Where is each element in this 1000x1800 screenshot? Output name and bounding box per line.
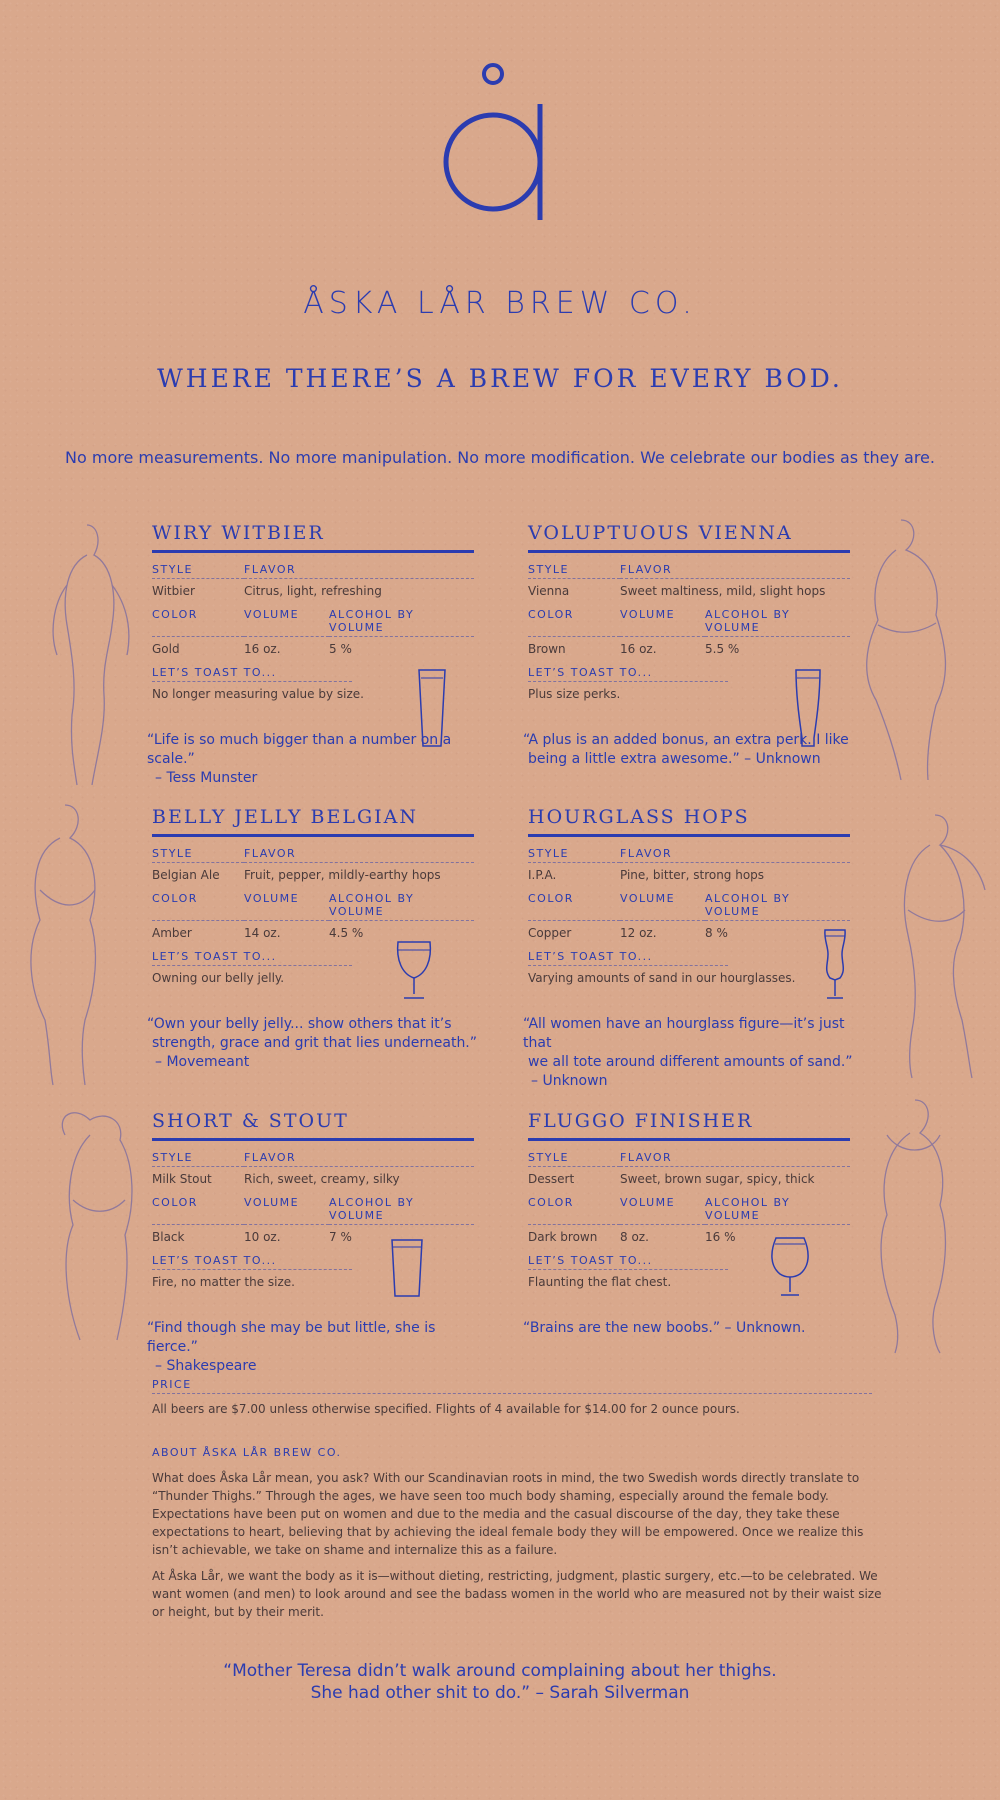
quote-text: “Life is so much bigger than a number on a scale.”	[147, 732, 452, 767]
flavor-value: Fruit, pepper, mildly-earthy hops	[244, 868, 441, 882]
about-section	[152, 1446, 892, 1621]
style-value: Dessert	[528, 1172, 575, 1186]
body-sketch-icon	[45, 1105, 145, 1345]
quote-text: “A plus is an added bonus, an extra perk. I like	[523, 732, 849, 748]
beer-name: BELLY JELLY BELGIAN	[152, 806, 474, 837]
volume-label: VOLUME	[620, 892, 705, 921]
brand-name: ÅSKA LÅR BREW CO.	[303, 286, 697, 321]
volume-label: VOLUME	[244, 892, 329, 921]
abv-label: ALCOHOL BY VOLUME	[705, 892, 850, 921]
flavor-value: Pine, bitter, strong hops	[620, 868, 765, 882]
tagline: WHERE THERE’S A BREW FOR EVERY BOD.	[157, 364, 843, 393]
volume-value: 16 oz.	[620, 642, 657, 656]
abv-label: ALCOHOL BY VOLUME	[329, 1196, 474, 1225]
quote-author: – Shakespeare	[155, 1358, 257, 1374]
color-label: COLOR	[152, 1196, 244, 1225]
volume-label: VOLUME	[620, 608, 705, 637]
style-value: Milk Stout	[152, 1172, 212, 1186]
color-value: Black	[152, 1230, 185, 1244]
color-label: COLOR	[528, 892, 620, 921]
aring-logo-icon	[441, 62, 559, 222]
about-paragraph-2: At Åska Lår, we want the body as it is—without dieting, restricting, judgment, plastic surgery, etc.—to be celebrated. We want women (and men) to look around and see the badass women in the world who are measured not by their waist size or height, but by their merit.	[152, 1569, 882, 1619]
quote-text-cont: being a little extra awesome.” – Unknown	[528, 751, 821, 767]
toast-value: Owning our belly jelly.	[152, 971, 285, 985]
beer-card-belly-jelly-belgian	[147, 806, 478, 1072]
flavor-label: FLAVOR	[620, 847, 850, 863]
body-sketch-icon	[880, 810, 990, 1080]
style-value: Witbier	[152, 584, 195, 598]
flavor-label: FLAVOR	[244, 847, 474, 863]
price-text: All beers are $7.00 unless otherwise specified. Flights of 4 available for $14.00 for 2 ounce pours.	[152, 1402, 740, 1416]
quote-text-cont: strength, grace and grit that lies underneath.”	[152, 1035, 478, 1051]
style-label: STYLE	[152, 563, 244, 579]
toast-value: Plus size perks.	[528, 687, 621, 701]
volume-label: VOLUME	[244, 1196, 329, 1225]
toast-label: LET’S TOAST TO...	[528, 950, 728, 966]
abv-value: 8 %	[705, 926, 728, 940]
intro-text: No more measurements. No more manipulation. No more modification. We celebrate our bodies as they are.	[65, 448, 935, 467]
quote	[147, 1319, 487, 1376]
style-value: I.P.A.	[528, 868, 557, 882]
toast-value: Flaunting the flat chest.	[528, 1275, 672, 1289]
beer-name: HOURGLASS HOPS	[528, 806, 850, 837]
body-sketch-icon	[856, 515, 956, 785]
beer-name: SHORT & STOUT	[152, 1110, 474, 1141]
quote-text: “Find though she may be but little, she is fierce.”	[147, 1320, 436, 1355]
abv-label: ALCOHOL BY VOLUME	[705, 608, 850, 637]
style-label: STYLE	[528, 563, 620, 579]
about-paragraph-1: What does Åska Lår mean, you ask? With our Scandinavian roots in mind, the two Swedish words directly translate to “Thunder Thighs.” Through the ages, we have seen too much body shaming, especially around the female body. Expectations have been put on women and due to the media and the casual discourse of the day, they take these expectations to heart, believing that by achieving the ideal female body they will be empowered. Once we realize this isn’t achievable, we take on shame and internalize this as a failure.	[152, 1471, 864, 1557]
quote-author: – Unknown	[531, 1073, 608, 1089]
beer-name: VOLUPTUOUS VIENNA	[528, 522, 850, 553]
flavor-label: FLAVOR	[244, 1151, 474, 1167]
volume-value: 8 oz.	[620, 1230, 649, 1244]
beer-card-hourglass-hops	[523, 806, 853, 1091]
body-sketch-icon	[15, 800, 110, 1090]
closing-quote	[0, 1660, 1000, 1704]
flavor-value: Sweet maltiness, mild, slight hops	[620, 584, 826, 598]
style-label: STYLE	[152, 847, 244, 863]
quote	[523, 1015, 863, 1091]
body-sketch-icon	[855, 1095, 965, 1355]
quote-author: – Tess Munster	[155, 770, 258, 786]
style-label: STYLE	[152, 1151, 244, 1167]
color-label: COLOR	[152, 608, 244, 637]
abv-value: 7 %	[329, 1230, 352, 1244]
closing-quote-line1: “Mother Teresa didn’t walk around complaining about her thighs.	[223, 1661, 777, 1681]
abv-label: ALCOHOL BY VOLUME	[329, 608, 474, 637]
toast-label: LET’S TOAST TO...	[152, 1254, 352, 1270]
volume-label: VOLUME	[244, 608, 329, 637]
flavor-label: FLAVOR	[244, 563, 474, 579]
abv-value: 16 %	[705, 1230, 736, 1244]
color-value: Brown	[528, 642, 566, 656]
snifter-glass-icon	[770, 1236, 810, 1298]
quote	[523, 1319, 863, 1338]
quote	[147, 1015, 487, 1072]
toast-label: LET’S TOAST TO...	[152, 666, 352, 682]
beer-card-voluptuous-vienna	[523, 522, 850, 769]
flavor-label: FLAVOR	[620, 563, 850, 579]
tumbler-glass-icon	[390, 1238, 424, 1298]
flavor-value: Citrus, light, refreshing	[244, 584, 382, 598]
color-label: COLOR	[528, 1196, 620, 1225]
flavor-value: Sweet, brown sugar, spicy, thick	[620, 1172, 815, 1186]
about-label: ABOUT ÅSKA LÅR BREW CO.	[152, 1446, 342, 1459]
flavor-label: FLAVOR	[620, 1151, 850, 1167]
body-sketch-icon	[42, 515, 137, 790]
toast-label: LET’S TOAST TO...	[528, 1254, 728, 1270]
style-value: Belgian Ale	[152, 868, 220, 882]
abv-value: 4.5 %	[329, 926, 364, 940]
color-label: COLOR	[528, 608, 620, 637]
toast-label: LET’S TOAST TO...	[152, 950, 352, 966]
beer-card-short-and-stout	[147, 1110, 474, 1376]
style-value: Vienna	[528, 584, 570, 598]
abv-label: ALCOHOL BY VOLUME	[705, 1196, 850, 1225]
color-value: Dark brown	[528, 1230, 598, 1244]
style-label: STYLE	[528, 1151, 620, 1167]
volume-value: 16 oz.	[244, 642, 281, 656]
quote-text-cont: we all tote around different amounts of sand.”	[528, 1054, 853, 1070]
color-label: COLOR	[152, 892, 244, 921]
pint-glass-icon	[416, 668, 448, 748]
toast-label: LET’S TOAST TO...	[528, 666, 728, 682]
tulip-glass-icon	[822, 928, 848, 1000]
volume-value: 12 oz.	[620, 926, 657, 940]
quote-author: – Movemeant	[155, 1054, 250, 1070]
toast-value: Varying amounts of sand in our hourglasses.	[528, 971, 796, 985]
goblet-glass-icon	[394, 940, 434, 1000]
beer-name: WIRY WITBIER	[152, 522, 474, 553]
beer-card-wiry-witbier	[147, 522, 474, 788]
color-value: Gold	[152, 642, 180, 656]
color-value: Copper	[528, 926, 572, 940]
volume-label: VOLUME	[620, 1196, 705, 1225]
quote-text: “Brains are the new boobs.” – Unknown.	[523, 1320, 806, 1336]
style-label: STYLE	[528, 847, 620, 863]
color-value: Amber	[152, 926, 192, 940]
abv-value: 5 %	[329, 642, 352, 656]
quote-text: “Own your belly jelly... show others that it’s	[147, 1016, 452, 1032]
beer-name: FLUGGO FINISHER	[528, 1110, 850, 1141]
volume-value: 14 oz.	[244, 926, 281, 940]
flavor-value: Rich, sweet, creamy, silky	[244, 1172, 400, 1186]
price-label: PRICE	[152, 1378, 872, 1394]
volume-value: 10 oz.	[244, 1230, 281, 1244]
abv-label: ALCOHOL BY VOLUME	[329, 892, 474, 921]
abv-value: 5.5 %	[705, 642, 740, 656]
pilsner-glass-icon	[792, 668, 824, 748]
toast-value: Fire, no matter the size.	[152, 1275, 295, 1289]
beer-card-fluggo-finisher	[523, 1110, 850, 1338]
closing-quote-line2: She had other shit to do.” – Sarah Silverman	[310, 1683, 690, 1703]
price-section	[152, 1378, 872, 1416]
toast-value: No longer measuring value by size.	[152, 687, 364, 701]
quote-text: “All women have an hourglass figure—it’s just that	[523, 1016, 845, 1051]
